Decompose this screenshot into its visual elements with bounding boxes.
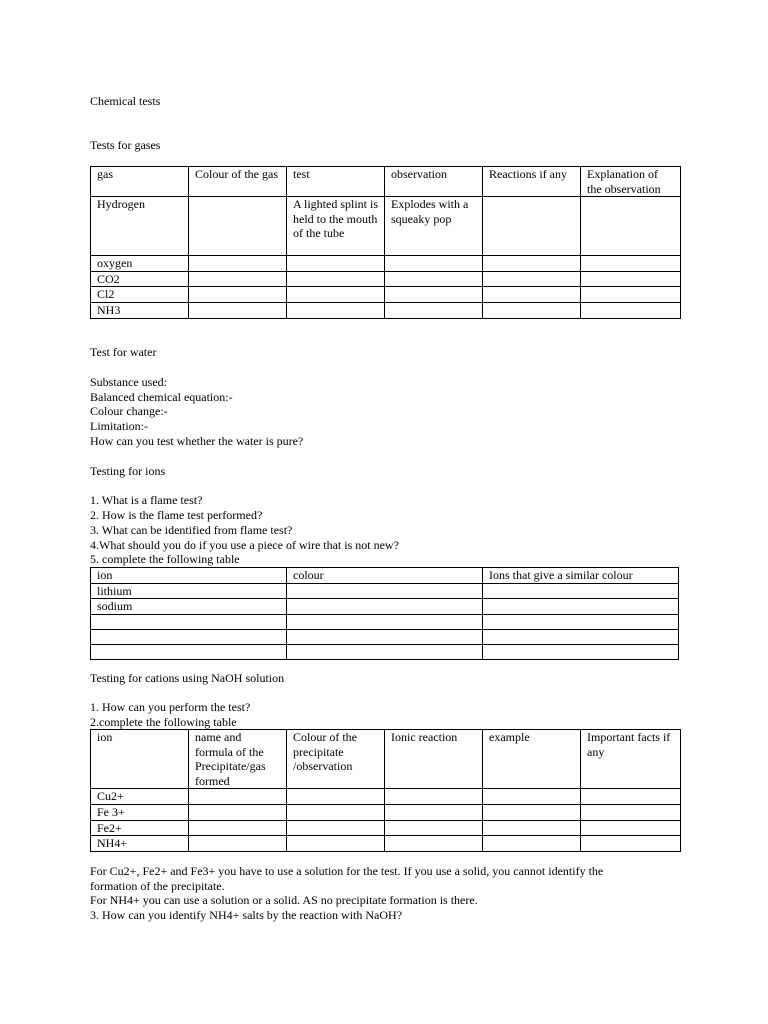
table-cell [385, 256, 483, 272]
table-cell [385, 836, 483, 852]
header-test: test [287, 167, 385, 197]
table-cell [385, 789, 483, 805]
table-cell [483, 583, 679, 599]
table-cell [483, 302, 581, 318]
header-reactions: Reactions if any [483, 167, 581, 197]
cations-question: 2.complete the following table [90, 715, 237, 729]
table-cell [287, 256, 385, 272]
table-cell: lithium [91, 583, 287, 599]
table-cell: Fe 3+ [91, 804, 189, 820]
header-similar-ions: Ions that give a similar colour [483, 568, 679, 584]
table-cell [483, 271, 581, 287]
table-row [91, 836, 681, 852]
table-cell [581, 197, 681, 256]
table-cell [483, 614, 679, 629]
table-cell: NH4+ [91, 836, 189, 852]
table-cell [385, 302, 483, 318]
header-precipitate-name: name and formula of the Precipitate/gas formed [189, 730, 287, 789]
flame-header-row [91, 568, 679, 584]
table-cell [91, 644, 287, 659]
header-gas-colour: Colour of the gas [189, 167, 287, 197]
water-substance-line: Substance used: [90, 375, 167, 389]
table-cell [385, 820, 483, 836]
table-row [91, 583, 679, 599]
table-cell [581, 789, 681, 805]
cations-question: 3. How can you identify NH4+ salts by the reaction with NaOH? [90, 908, 403, 922]
header-colour: colour [287, 568, 483, 584]
table-cell: A lighted splint is held to the mouth of the tube [287, 197, 385, 256]
table-cell: CO2 [91, 271, 189, 287]
ions-question: 1. What is a flame test? [90, 493, 203, 507]
table-cell [581, 836, 681, 852]
table-cell [287, 302, 385, 318]
table-cell [483, 820, 581, 836]
table-cell [581, 256, 681, 272]
table-cell [91, 614, 287, 629]
flame-test-table [90, 567, 679, 660]
table-cell [483, 629, 679, 644]
table-cell [287, 614, 483, 629]
table-cell [483, 836, 581, 852]
gases-heading: Tests for gases [90, 138, 161, 152]
table-cell [287, 583, 483, 599]
table-row [91, 614, 679, 629]
table-cell [483, 287, 581, 303]
table-row [91, 599, 679, 615]
table-cell [189, 256, 287, 272]
water-limitation-line: Limitation:- [90, 419, 148, 433]
table-cell [189, 789, 287, 805]
table-cell: NH3 [91, 302, 189, 318]
table-cell [483, 644, 679, 659]
table-row [91, 302, 681, 318]
header-example: example [483, 730, 581, 789]
ions-question: 2. How is the flame test performed? [90, 508, 263, 522]
table-row [91, 820, 681, 836]
table-cell [189, 820, 287, 836]
table-row [91, 629, 679, 644]
table-row [91, 789, 681, 805]
table-cell [483, 197, 581, 256]
water-colour-line: Colour change:- [90, 404, 168, 418]
table-cell [189, 804, 287, 820]
table-cell [287, 804, 385, 820]
header-ion: ion [91, 568, 287, 584]
table-cell [189, 197, 287, 256]
table-cell [581, 287, 681, 303]
table-cell [385, 287, 483, 303]
water-purity-question: How can you test whether the water is pure? [90, 434, 304, 448]
table-cell [581, 271, 681, 287]
table-cell [581, 302, 681, 318]
document-title: Chemical tests [90, 94, 161, 108]
cations-question: 1. How can you perform the test? [90, 700, 251, 714]
ions-question: 3. What can be identified from flame test? [90, 523, 293, 537]
table-cell [287, 599, 483, 615]
table-cell: Cl2 [91, 287, 189, 303]
table-cell [287, 789, 385, 805]
table-cell [287, 287, 385, 303]
ions-heading: Testing for ions [90, 464, 166, 478]
cations-header-row [91, 730, 681, 789]
table-cell: sodium [91, 599, 287, 615]
table-cell: Fe2+ [91, 820, 189, 836]
header-ionic-reaction: Ionic reaction [385, 730, 483, 789]
table-cell: Cu2+ [91, 789, 189, 805]
ions-question: 5. complete the following table [90, 552, 240, 566]
table-row [91, 256, 681, 272]
table-cell: Explodes with a squeaky pop [385, 197, 483, 256]
cations-table [90, 729, 681, 852]
header-precipitate-colour: Colour of the precipitate /observation [287, 730, 385, 789]
table-cell [287, 820, 385, 836]
table-cell [581, 820, 681, 836]
header-explanation: Explanation of the observation [581, 167, 681, 197]
cations-note: formation of the precipitate. [90, 879, 225, 893]
table-cell [287, 836, 385, 852]
table-row [91, 271, 681, 287]
header-gas: gas [91, 167, 189, 197]
table-cell [189, 836, 287, 852]
header-ion: ion [91, 730, 189, 789]
table-cell [385, 804, 483, 820]
table-cell [483, 256, 581, 272]
table-cell [91, 629, 287, 644]
table-cell [189, 287, 287, 303]
table-cell [483, 804, 581, 820]
gases-header-row [91, 167, 681, 197]
cations-heading: Testing for cations using NaOH solution [90, 671, 285, 685]
table-row [91, 644, 679, 659]
water-equation-line: Balanced chemical equation:- [90, 390, 233, 404]
ions-question: 4.What should you do if you use a piece of wire that is not new? [90, 538, 399, 552]
table-cell [287, 644, 483, 659]
table-row [91, 197, 681, 256]
table-cell [189, 302, 287, 318]
gases-table [90, 166, 681, 319]
cations-note: For NH4+ you can use a solution or a solid. AS no precipitate formation is there. [90, 893, 478, 907]
table-cell: oxygen [91, 256, 189, 272]
table-cell [581, 804, 681, 820]
table-cell [287, 271, 385, 287]
header-important-facts: Important facts if any [581, 730, 681, 789]
table-cell: Hydrogen [91, 197, 189, 256]
table-cell [189, 271, 287, 287]
water-heading: Test for water [90, 345, 157, 359]
header-observation: observation [385, 167, 483, 197]
table-cell [287, 629, 483, 644]
table-cell [483, 789, 581, 805]
cations-note: For Cu2+, Fe2+ and Fe3+ you have to use a solution for the test. If you use a solid, you cannot identify the [90, 864, 604, 878]
table-cell [483, 599, 679, 615]
table-row [91, 287, 681, 303]
table-cell [385, 271, 483, 287]
table-row [91, 804, 681, 820]
